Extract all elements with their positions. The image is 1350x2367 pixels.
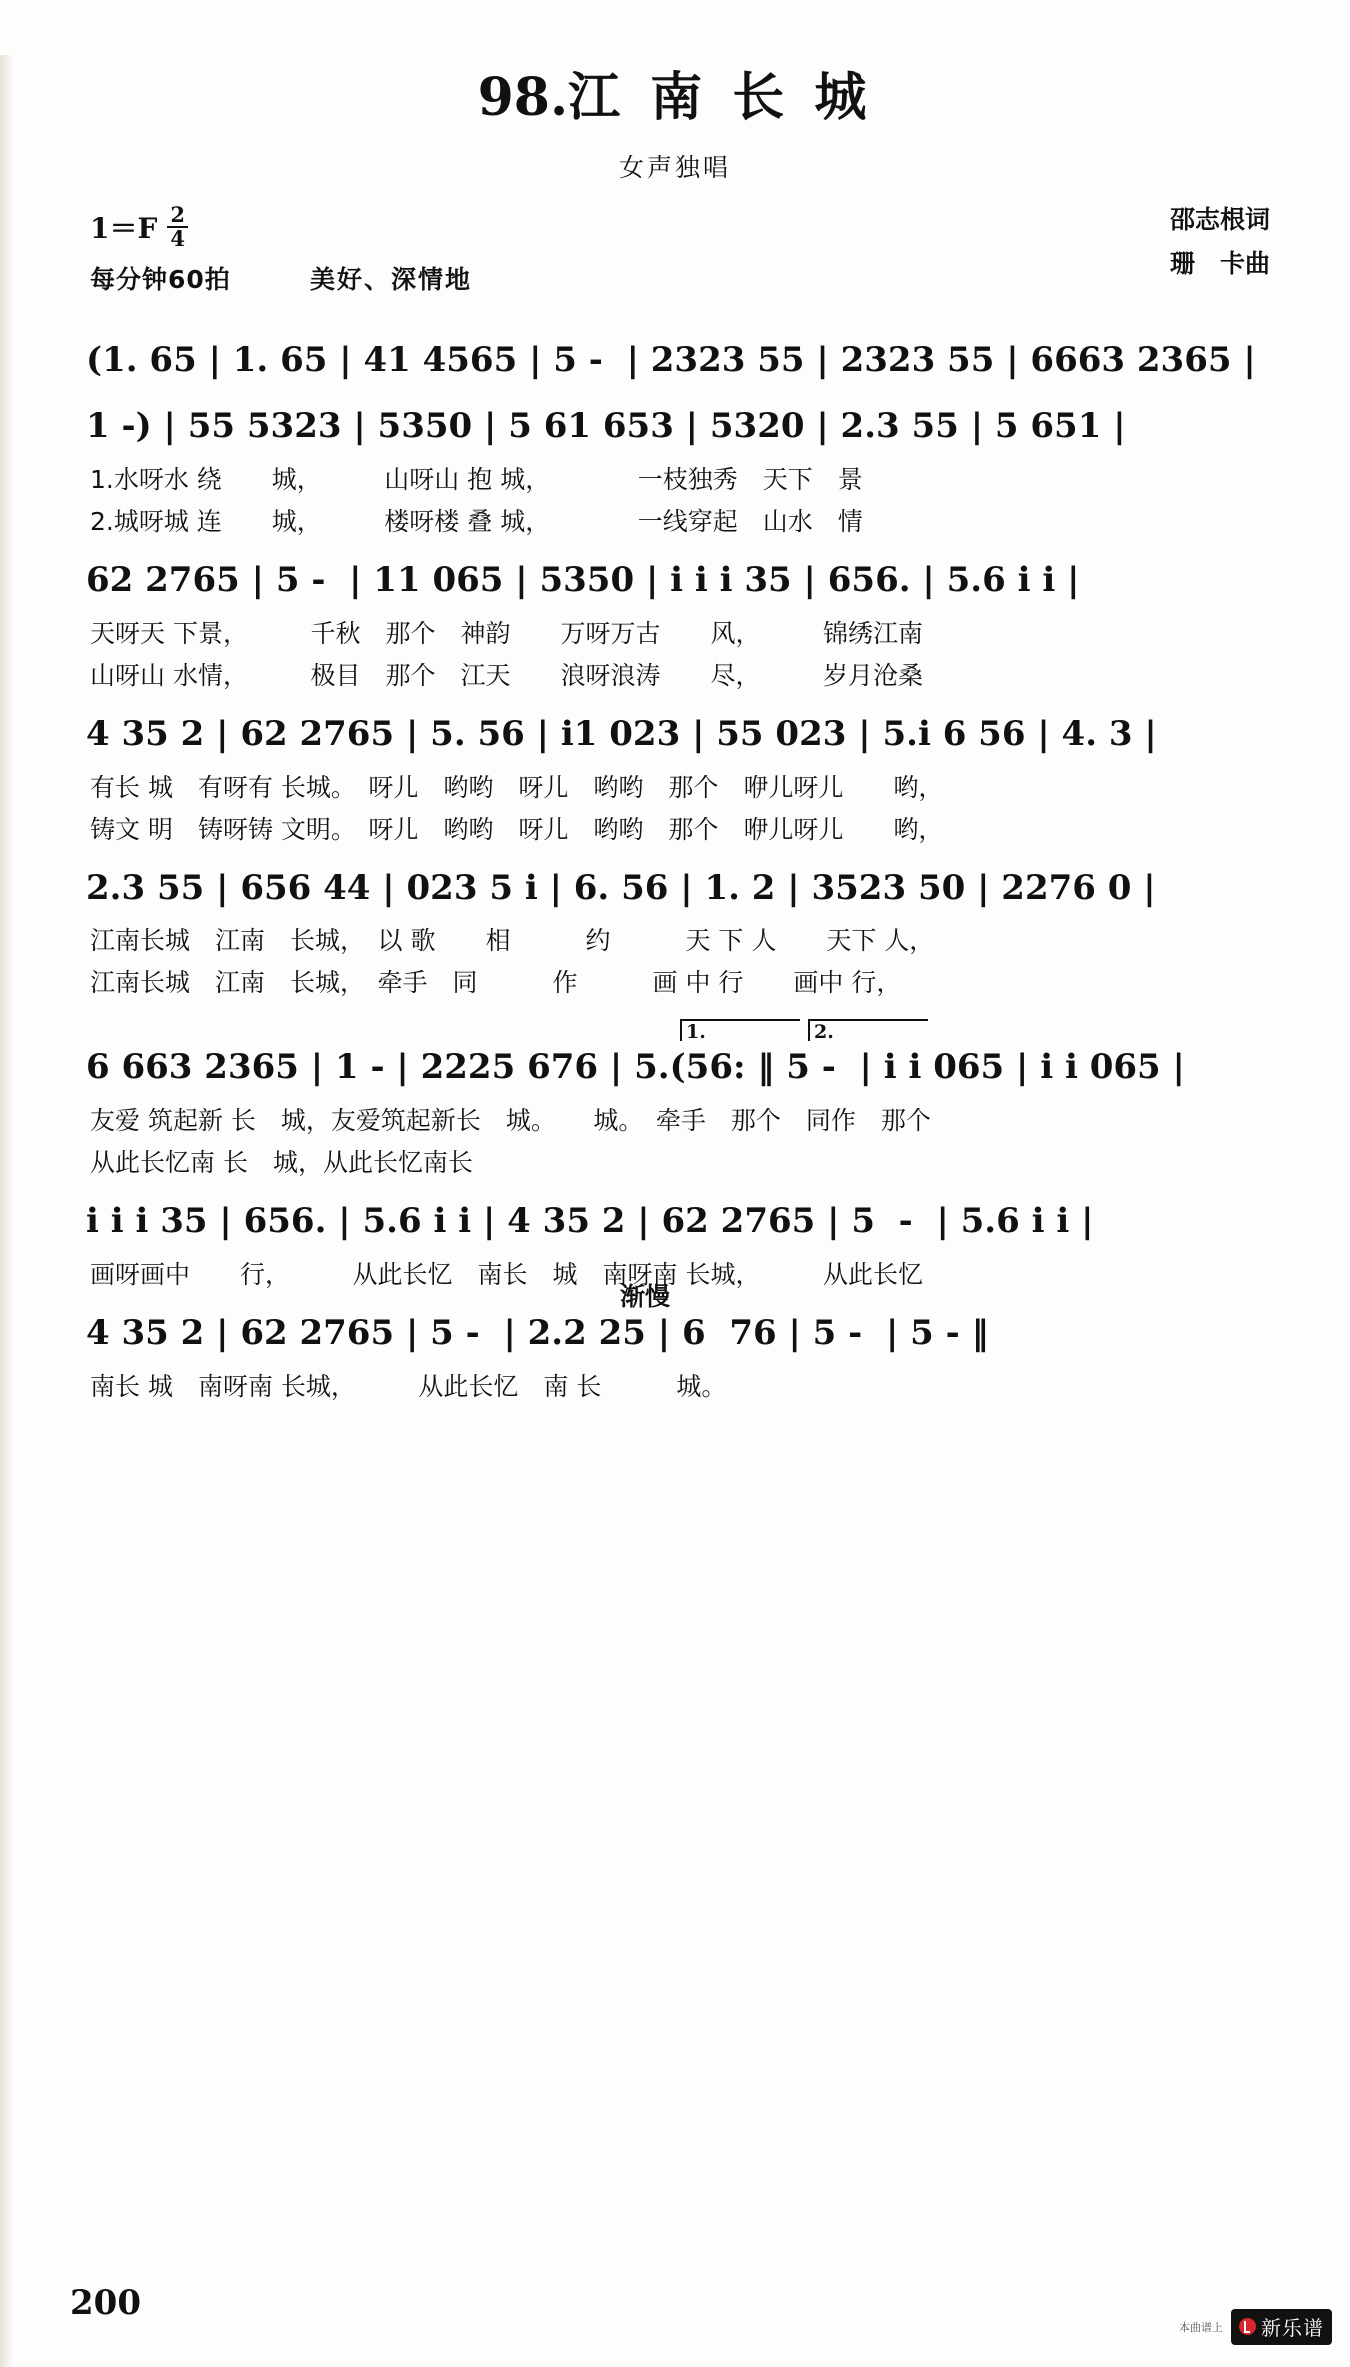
lyric-line-verse2: 2.城呀城 连 城， 楼呀楼 叠 城， 一线穿起 山水 情 [90,506,863,536]
second-ending-bracket: 2. [808,1019,928,1041]
site-name: 新乐谱 [1261,2316,1324,2340]
performance-type: 女声独唱 [618,153,731,182]
lyric-line-verse1: 江南长城 江南 长城， 以 歌 相 约 天 下 人 天下 人， [90,926,935,956]
source-note: 本曲谱上 [1179,2321,1223,2334]
lyric-line-verse1: 友爱 筑起新 长 城，友爱筑起新长 城。 城。 牵手 那个 同作 那个 [90,1106,931,1136]
music-system-8 [60,1282,1290,1403]
music-system-2 [60,404,1290,538]
key-label: 1＝F [90,212,158,246]
lyric-line-verse1: 1.水呀水 绕 城， 山呀山 抱 城， 一枝独秀 天下 景 [90,464,863,494]
credits [1170,198,1270,286]
composer-credit: 珊 卡曲 [1169,248,1270,278]
song-title: 江 南 长 城 [568,67,873,128]
music-system-7 [60,1199,1290,1291]
site-badge[interactable] [1231,2309,1332,2345]
score-metadata [60,198,1290,318]
lyric-line-verse1: 有长 城 有呀有 长城。 呀儿 哟哟 呀儿 哟哟 那个 咿儿呀儿 哟， [90,772,944,802]
notation-line: 4 35 2 | 62 2765 | 5. 56 | i1 023 | 55 023 | 5.i 6 56 | 4. 3 | [86,713,1157,754]
notation-line: 62 2765 | 5 - | 11 065 | 5350 | i i i 35 | 656. | 5.6 i i | [86,559,1080,600]
lyric-line-verse1: 南长 城 南呀南 长城， 从此长忆 南 长 城。 [90,1372,727,1402]
lyric-line-verse1: 天呀天 下景， 千秋 那个 神韵 万呀万古 风， 锦绣江南 [90,618,923,648]
lyric-line-verse2: 山呀山 水情， 极目 那个 江天 浪呀浪涛 尽， 岁月沧桑 [90,660,923,690]
music-system-6 [60,1019,1290,1179]
notation-line: (1. 65 | 1. 65 | 41 4565 | 5 - | 2323 55 | 2323 55 | 6663 2365 | [86,340,1256,380]
page-title [60,55,1290,130]
key-signature [90,204,188,250]
site-watermark[interactable] [1179,2309,1332,2345]
check-circle-icon [1239,2318,1256,2335]
lyric-line-verse1: 画呀画中 行， 从此长忆 南长 城 南呀南 长城， 从此长忆 [90,1260,923,1290]
expression-marking: 美好、深情地 [310,265,473,294]
music-system-3 [60,558,1290,692]
song-number: 98. [477,67,569,128]
notation-line: 2.3 55 | 656 44 | 023 5 i | 6. 56 | 1. 2 | 3523 50 | 2276 0 | [86,867,1156,908]
ritardando-marking: 渐慢 [620,1282,671,1312]
notation-line: 4 35 2 | 62 2765 | 5 - | 2.2 25 | 6 76 | 5 - | 5 - ‖ [86,1313,989,1354]
notation-line: 6 663 2365 | 1 - | 2225 676 | 5.(56: ‖ 5 - | i i 065 | i i 065 | [86,1047,1185,1088]
time-signature [167,204,188,250]
time-signature-numerator: 2 [167,204,188,228]
page-number: 200 [70,2283,141,2323]
time-signature-denominator: 4 [170,226,185,252]
volta-brackets [60,1019,1290,1045]
sheet-music-page [0,55,1350,2367]
notation-line: 1 -) | 55 5323 | 5350 | 5 61 653 | 5320 | 2.3 55 | 5 651 | [86,405,1126,446]
music-system-4 [60,712,1290,846]
tempo-marking: 每分钟60拍 [90,265,231,294]
page-edge-decoration [0,55,14,2367]
lyric-line-verse2: 从此长忆南 长 城，从此长忆南长 [90,1148,473,1178]
lyricist-credit: 邵志根词 [1169,205,1270,234]
lyric-line-verse2: 江南长城 江南 长城， 牵手 同 作 画 中 行 画中 行， [90,968,902,998]
first-ending-bracket: 1. [680,1019,800,1041]
lyric-line-verse2: 铸文 明 铸呀铸 文明。 呀儿 哟哟 呀儿 哟哟 那个 咿儿呀儿 哟， [90,814,944,844]
notation-line: i i i 35 | 656. | 5.6 i i | 4 35 2 | 62 2765 | 5 - | 5.6 i i | [86,1201,1094,1242]
music-system-1 [60,338,1290,384]
music-system-5 [60,866,1290,1000]
